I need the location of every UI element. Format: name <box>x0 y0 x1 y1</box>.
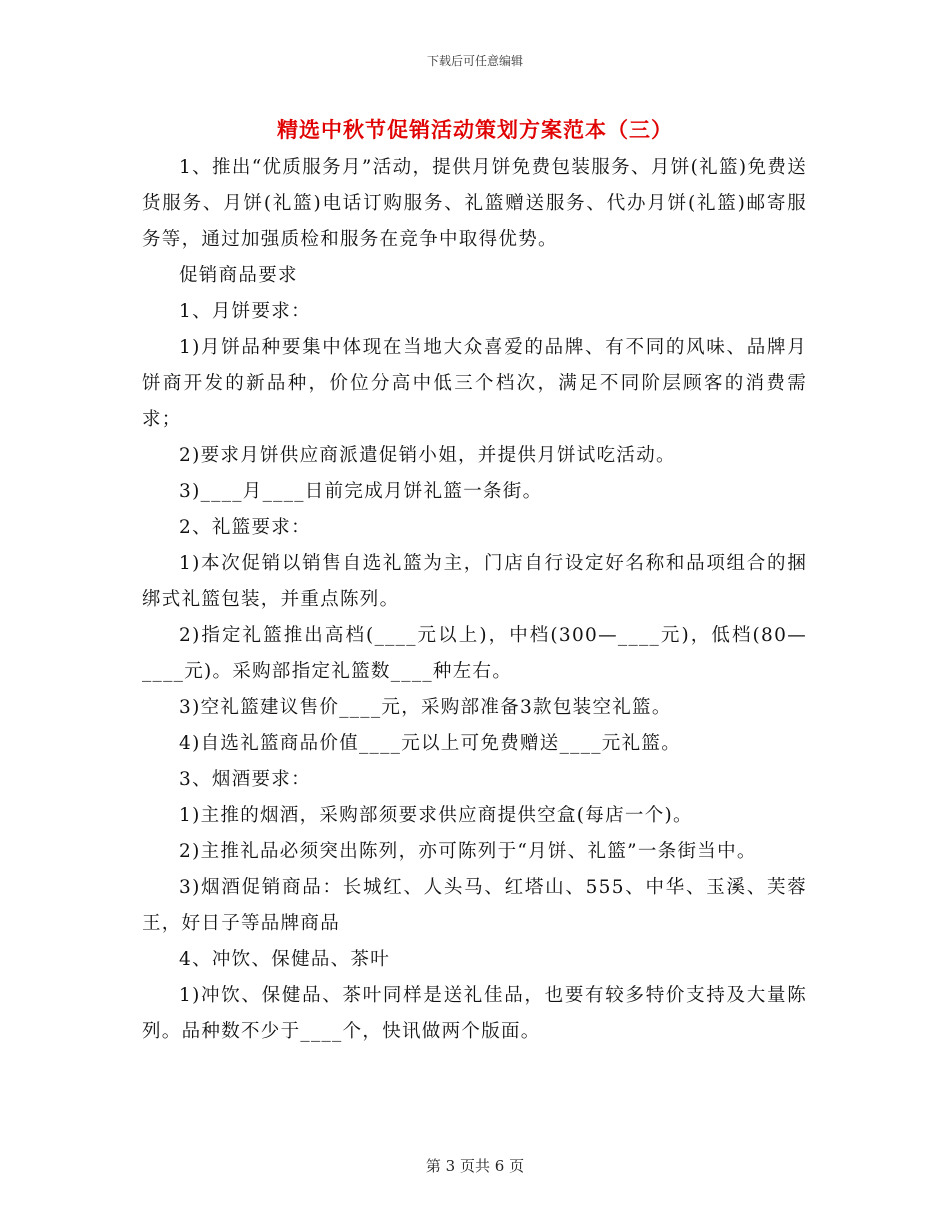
paragraph: 1、推出“优质服务月”活动，提供月饼免费包装服务、月饼(礼篮)免费送货服务、月饼(礼篮)电话订购服务、礼篮赠送服务、代办月饼(礼篮)邮寄服务等，通过加强质检和服务在竞争中取得优势。 <box>142 157 807 250</box>
page-number: 第 3 页共 6 页 <box>425 1157 525 1175</box>
section-heading: 促销商品要求 <box>179 265 298 286</box>
paragraph: 3)____月____日前完成月饼礼篮一条街。 <box>179 481 543 502</box>
section-heading: 4、冲饮、保健品、茶叶 <box>179 949 391 970</box>
paragraph: 3)空礼篮建议售价____元，采购部准备3款包装空礼篮。 <box>179 697 672 718</box>
paragraph: 3)烟酒促销商品：长城红、人头马、红塔山、555、中华、玉溪、芙蓉王，好日子等品牌商品 <box>142 877 807 934</box>
paragraph: 1)月饼品种要集中体现在当地大众喜爱的品牌、有不同的风味、品牌月饼商开发的新品种，价位分高中低三个档次，满足不同阶层顾客的消费需求； <box>142 337 807 430</box>
document-title: 精选中秋节促销活动策划方案范本（三） <box>277 117 673 142</box>
header-note: 下载后可任意编辑 <box>426 54 523 68</box>
paragraph: 1)冲饮、保健品、茶叶同样是送礼佳品，也要有较多特价支持及大量陈列。品种数不少于____个，快讯做两个版面。 <box>142 985 807 1042</box>
section-heading: 3、烟酒要求： <box>179 769 311 790</box>
paragraph: 1)主推的烟酒，采购部须要求供应商提供空盒(每店一个)。 <box>179 805 693 826</box>
section-heading: 2、礼篮要求： <box>179 517 311 538</box>
paragraph: 2)指定礼篮推出高档(____元以上)，中档(300—____元)，低档(80—____元)。采购部指定礼篮数____种左右。 <box>142 625 807 682</box>
document-body <box>142 150 807 1050</box>
section-heading: 1、月饼要求： <box>179 301 311 322</box>
paragraph: 4)自选礼篮商品价值____元以上可免费赠送____元礼篮。 <box>179 733 681 754</box>
paragraph: 2)主推礼品必须突出陈列，亦可陈列于“月饼、礼篮”一条街当中。 <box>179 841 757 862</box>
paragraph: 2)要求月饼供应商派遣促销小姐，并提供月饼试吃活动。 <box>179 445 676 466</box>
paragraph: 1)本次促销以销售自选礼篮为主，门店自行设定好名称和品项组合的捆绑式礼篮包装，并重点陈列。 <box>142 553 807 610</box>
